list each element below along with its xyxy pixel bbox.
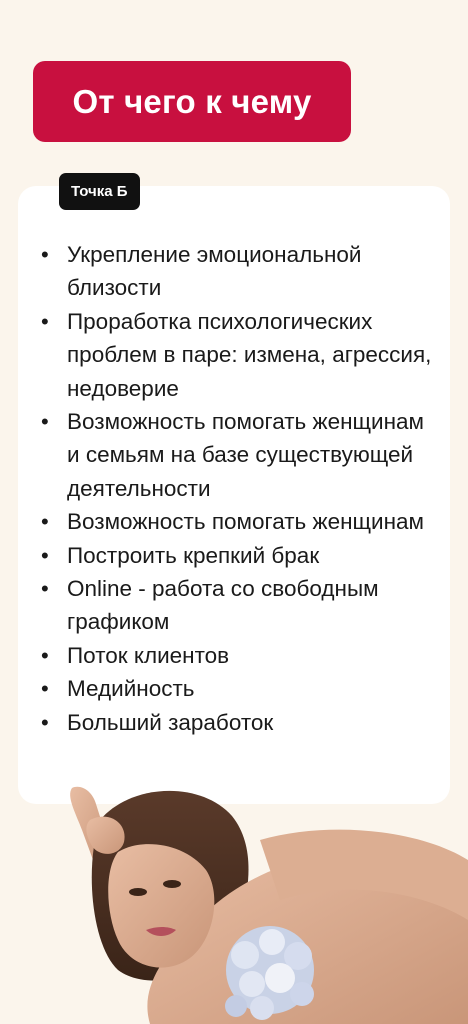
title-banner: [33, 61, 351, 142]
page-title: От чего к чему: [72, 82, 312, 120]
list-item: • Укрепление эмоциональной близости: [38, 238, 438, 305]
list-item: • Online - работа со свободным графиком: [38, 572, 438, 639]
list-item: • Возможность помогать женщинам и семьям на базе существующей деятельности: [38, 405, 438, 505]
list-item: • Поток клиентов: [38, 639, 438, 672]
list-item: • Проработка психологических проблем в паре: измена, агрессия, недоверие: [38, 305, 438, 405]
goals-list: [38, 238, 438, 739]
woman-with-hydrangea-photo: [0, 780, 468, 1024]
list-item: • Медийность: [38, 672, 438, 705]
list-item: • Возможность помогать женщинам: [38, 505, 438, 538]
list-item: • Больший заработок: [38, 706, 438, 739]
point-b-badge: Точка Б: [59, 173, 140, 210]
list-item: • Построить крепкий брак: [38, 539, 438, 572]
